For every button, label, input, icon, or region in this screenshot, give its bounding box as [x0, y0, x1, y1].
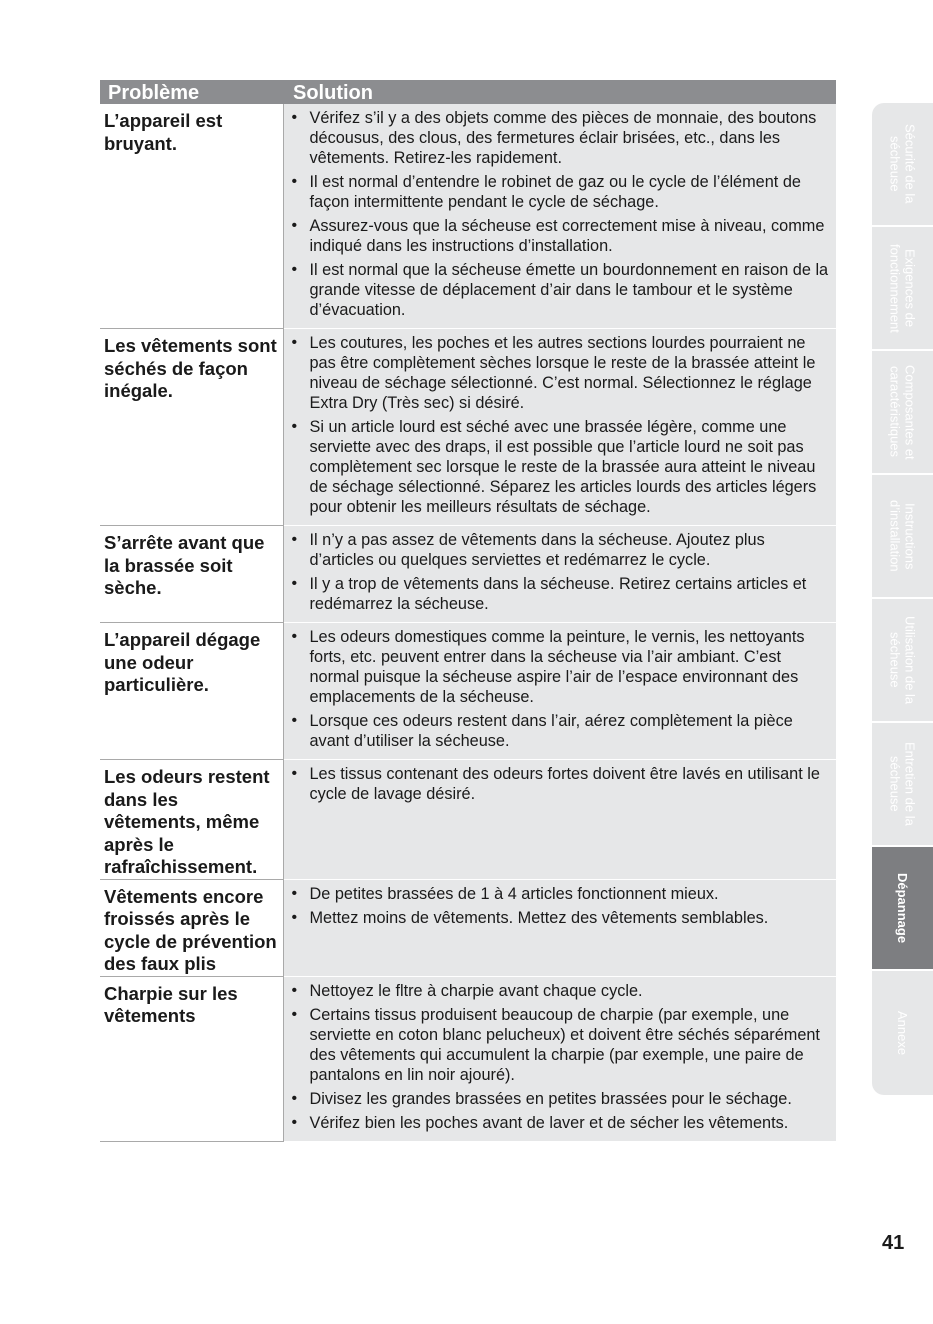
- section-tab-label: Instructions d’installation: [887, 500, 918, 572]
- solution-item: • Il est normal d’entendre le robinet de gaz ou le cycle de l’élément de façon intermittente pendant le cycle de séchage.: [310, 172, 833, 212]
- section-tabs: [872, 103, 933, 1095]
- problem-cell: Charpie sur les vêtements: [100, 976, 283, 1141]
- table-row: [100, 623, 836, 760]
- problem-cell: L’appareil est bruyant.: [100, 104, 283, 329]
- solution-list: [284, 526, 837, 622]
- solution-item: • Lorsque ces odeurs restent dans l’air, aérez complètement la pièce avant d’utiliser la sécheuse.: [310, 711, 833, 751]
- solution-item: • Il n’y a pas assez de vêtements dans la sécheuse. Ajoutez plus d’articles ou quelques serviettes et redémarrez le cycle.: [310, 530, 833, 570]
- problem-cell: L’appareil dégage une odeur particulière.: [100, 623, 283, 760]
- solution-cell: [283, 104, 836, 329]
- table-body: [100, 104, 836, 1141]
- section-tab[interactable]: [872, 723, 933, 847]
- solution-list: [284, 623, 837, 759]
- solution-list: [284, 104, 837, 328]
- problem-cell: Vêtements encore froissés après le cycle de prévention des faux plis: [100, 879, 283, 976]
- section-tab-label: Annexe: [895, 1010, 910, 1056]
- header-solution: Solution: [283, 80, 836, 104]
- problem-cell: Les vêtements sont séchés de façon inégale.: [100, 329, 283, 526]
- solution-cell: [283, 879, 836, 976]
- solution-item: • Il est normal que la sécheuse émette un bourdonnement en raison de la grande vitesse de déplacement d’air dans le tambour et le système d’évacuation.: [310, 260, 833, 320]
- troubleshooting-table: [100, 80, 836, 1142]
- solution-item: • Les coutures, les poches et les autres sections lourdes pourraient ne pas être complètement sèches lorsque le reste de la brassée atteint le niveau de séchage sélectionné. C’est normal. Sélectionnez le réglage Extra Dry (Très sec) si désiré.: [310, 333, 833, 413]
- solution-item: • Mettez moins de vêtements. Mettez des vêtements semblables.: [310, 908, 833, 928]
- table-row: [100, 879, 836, 976]
- table-header-row: [100, 80, 836, 104]
- table-row: [100, 329, 836, 526]
- section-tab[interactable]: [872, 475, 933, 599]
- solution-item: • Certains tissus produisent beaucoup de charpie (par exemple, une serviette en coton blanc pelucheux) et doivent être séchés séparément des vêtements qui accumulent la charpie (par exemple, une paire de pantalons en lin noir ajouré).: [310, 1005, 833, 1085]
- table-row: [100, 104, 836, 329]
- section-tab-label: Dépannage: [895, 872, 910, 944]
- header-problem: Problème: [100, 80, 283, 104]
- solution-item: • Il y a trop de vêtements dans la sécheuse. Retirez certains articles et redémarrez la sécheuse.: [310, 574, 833, 614]
- solution-item: • Vérifez s’il y a des objets comme des pièces de monnaie, des boutons décousus, des clous, des fermetures éclair brisées, etc., dans les vêtements. Retirez-les rapidement.: [310, 108, 833, 168]
- solution-item: • Vérifez bien les poches avant de laver et de sécher les vêtements.: [310, 1113, 833, 1133]
- page-number: 41: [882, 1232, 905, 1254]
- problem-cell: Les odeurs restent dans les vêtements, même après le rafraîchissement.: [100, 760, 283, 880]
- troubleshooting-table-container: [100, 80, 836, 1142]
- section-tab-label: Composantes et caractéristiques: [887, 364, 918, 460]
- solution-cell: [283, 623, 836, 760]
- solution-cell: [283, 329, 836, 526]
- solution-item: • Si un article lourd est séché avec une brassée légère, comme une serviette avec des draps, il est possible que l’article lourd ne soit pas complètement sec lorsque le reste de la brassée aura atteint le niveau de séchage sélectionné. Séparez les articles lourds des articles légers pour obtenir les meilleurs résultats de séchage.: [310, 417, 833, 517]
- table-row: [100, 760, 836, 880]
- section-tab-label: Utilisation de la sécheuse: [887, 615, 918, 705]
- section-tab[interactable]: [872, 103, 933, 227]
- solution-item: • Divisez les grandes brassées en petites brassées pour le séchage.: [310, 1089, 833, 1109]
- solution-cell: [283, 976, 836, 1141]
- table-row: [100, 526, 836, 623]
- solution-list: [284, 880, 837, 936]
- solution-cell: [283, 760, 836, 880]
- solution-item: • Nettoyez le fltre à charpie avant chaque cycle.: [310, 981, 833, 1001]
- solution-item: • De petites brassées de 1 à 4 articles fonctionnent mieux.: [310, 884, 833, 904]
- section-tab[interactable]: [872, 351, 933, 475]
- solution-list: [284, 977, 837, 1141]
- solution-list: [284, 760, 837, 812]
- solution-item: • Les tissus contenant des odeurs fortes doivent être lavés en utilisant le cycle de lavage désiré.: [310, 764, 833, 804]
- section-tab[interactable]: [872, 599, 933, 723]
- section-tab-label: Entretien de la sécheuse: [887, 742, 918, 826]
- section-tab[interactable]: [872, 971, 933, 1095]
- table-row: [100, 976, 836, 1141]
- solution-item: • Assurez-vous que la sécheuse est correctement mise à niveau, comme indiqué dans les instructions d’installation.: [310, 216, 833, 256]
- problem-cell: S’arrête avant que la brassée soit sèche.: [100, 526, 283, 623]
- section-tab-label: Exigences de fonctionnement: [887, 243, 918, 333]
- section-tab[interactable]: [872, 847, 933, 971]
- solution-cell: [283, 526, 836, 623]
- section-tab[interactable]: [872, 227, 933, 351]
- solution-list: [284, 329, 837, 525]
- section-tab-label: Sécurité de la sécheuse: [887, 124, 918, 204]
- solution-item: • Les odeurs domestiques comme la peinture, le vernis, les nettoyants forts, etc. peuvent entrer dans la sécheuse via l’air ambiant. C’est normal puisque la sécheuse aspire l’air de l’espace environnant des emplacements de la sécheuse.: [310, 627, 833, 707]
